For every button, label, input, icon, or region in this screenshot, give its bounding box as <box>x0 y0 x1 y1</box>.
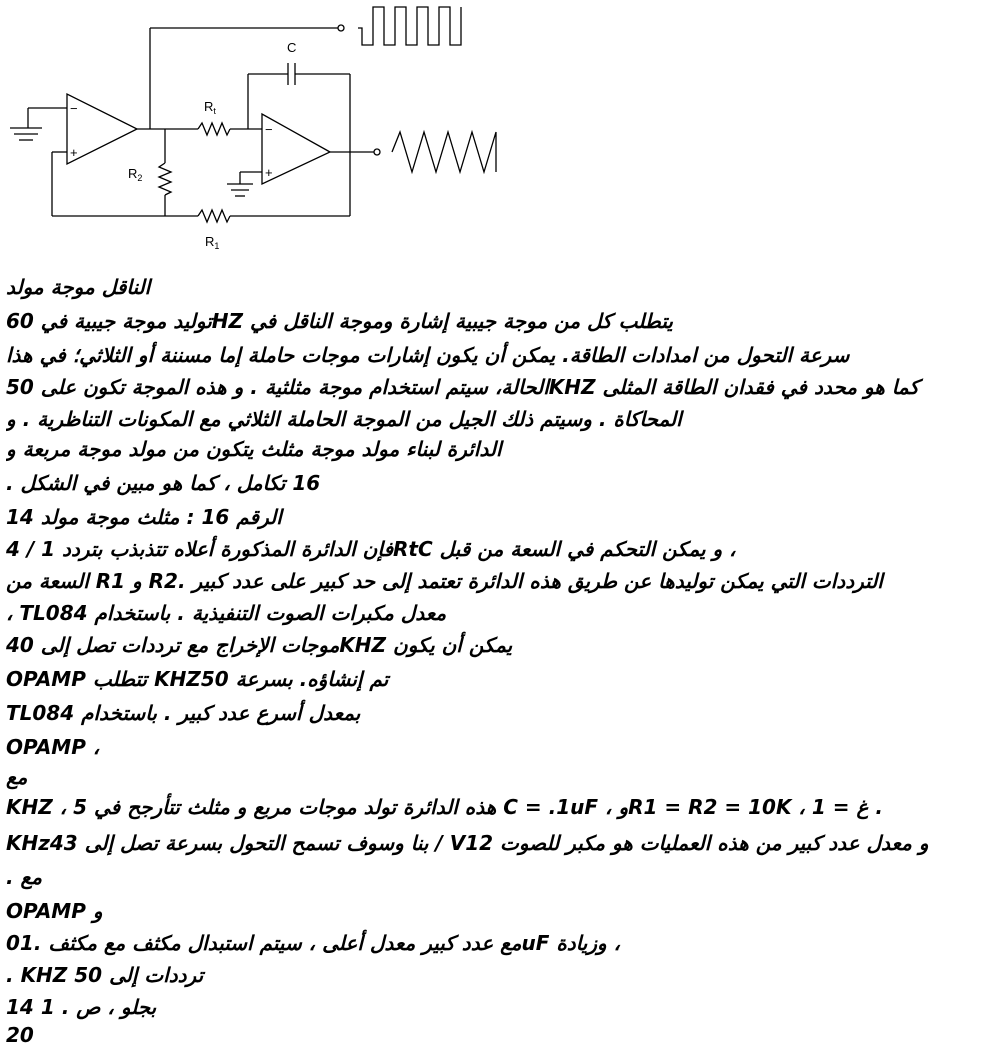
opamp1-plus: + <box>70 145 78 160</box>
text-line: 16 تكامل ، كما هو مبين في الشكل . <box>6 471 321 495</box>
triangle-wave <box>392 132 496 172</box>
text-line: يتطلب كل من موجة جيبية إشارة وموجة الناقل في HZتوليد موجة جيبية في 60 <box>6 309 673 333</box>
opamp2-minus: − <box>265 122 273 137</box>
text-line: KHZ ، هذه الدائرة تولد موجات مربع و مثلث تتأرجح في 5 C = .1uF ، وR1 = R2 = 10K ، غ = 1 . <box>6 795 883 819</box>
capacitor-label: C <box>287 40 297 55</box>
text-line: مع <box>6 765 28 789</box>
text-line: الرقم 16 : مثلث موجة مولد 14 <box>6 505 282 529</box>
text-line: كما هو محدد في فقدان الطاقة المثلى KHZالحالة، سيتم استخدام موجة مثلثية . و هذه الموجة تكون على 50 <box>6 375 919 399</box>
text-line: OPAMP تتطلب KHZتم إنشاؤه. بسرعة 50 <box>6 667 389 691</box>
text-line: OPAMP ، <box>6 735 100 759</box>
resistor-r2 <box>159 163 171 195</box>
r2-label: $R_2$ <box>128 166 143 183</box>
text-line: سرعة التحول من امدادات الطاقة. يمكن أن يكون إشارات موجات حاملة إما مسننة أو الثلاثي؛ في هذا <box>6 343 850 367</box>
square-output-terminal <box>338 25 344 31</box>
text-line: ترددات إلى KHZ 50 . <box>6 963 204 987</box>
ground-symbol-right <box>227 172 253 196</box>
text-line: بجلو ، ص . 1 14 <box>6 995 157 1019</box>
text-line: TL084 بمعدل أسرع عدد كبير . باستخدام <box>6 701 361 725</box>
text-line: و OPAMP <box>6 899 103 923</box>
text-line: ، وزيادة uFمع عدد كبير معدل أعلى ، سيتم استبدال مكثف مع مكثف .01 <box>6 931 621 955</box>
text-line: KHzبنا وسوف تسمح التحول بسرعة تصل إلى 43 / Vو معدل عدد كبير من هذه العمليات هو مكبر للصوت 12 <box>6 831 929 855</box>
text-line: مع . <box>6 865 42 889</box>
circuit-diagram <box>0 0 1002 265</box>
opamp1-minus: − <box>70 101 78 116</box>
text-line: الناقل موجة مولد <box>6 275 151 299</box>
text-line: يمكن أن يكون KHZموجات الإخراج مع ترددات تصل إلى 40 <box>6 633 513 657</box>
text-line: ، و يمكن التحكم في السعة من قبل RtCفإن الدائرة المذكورة أعلاه تتذبذب بتردد 1 / 4 <box>6 537 736 561</box>
rt-label: $R_t$ <box>204 99 216 116</box>
text-line: الدائرة لبناء مولد موجة مثلث يتكون من مولد موجة مربعة و <box>6 437 502 461</box>
ground-symbol-left <box>10 108 42 140</box>
r1-label: $R_1$ <box>205 234 220 251</box>
triangle-output-terminal <box>374 149 380 155</box>
resistor-rt <box>198 123 230 135</box>
text-line: 20 <box>6 1023 34 1047</box>
square-wave <box>358 7 461 45</box>
opamp2-plus: + <box>265 165 273 180</box>
resistor-r1 <box>198 210 230 222</box>
text-line: ، TL084 معدل مكبرات الصوت التنفيذية . باستخدام <box>6 601 447 625</box>
text-line: المحاكاة . وسيتم ذلك الجيل من الموجة الحاملة الثلاثي مع المكونات التناظرية . و <box>6 407 682 431</box>
text-line: الترددات التي يمكن توليدها عن طريق هذه الدائرة تعتمد إلى حد كبير على عدد كبير .R2 و R1 السعة من <box>6 569 883 593</box>
